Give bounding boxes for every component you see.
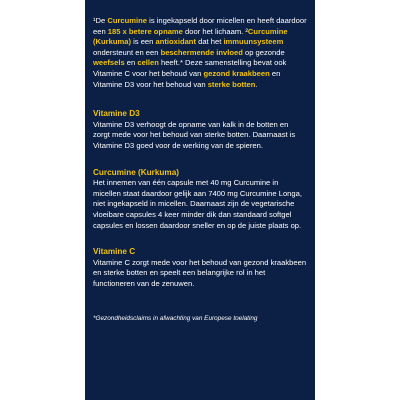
section-body: Vitamine C zorgt mede voor het behoud van gezond kraakbeen en sterke botten en speelt een belangrijke rol in het functioneren van de zenuwen. — [93, 257, 307, 288]
highlight-absorption: 185 x betere opname — [107, 26, 183, 36]
highlight-immune-system: immuunsysteem — [223, 37, 284, 47]
highlight-protective-influence: beschermende invloed — [160, 47, 243, 57]
highlight-tissues: weefsels — [93, 58, 125, 68]
highlight-cartilage: gezond kraakbeen — [203, 68, 270, 78]
intro-text-8: en — [124, 58, 138, 68]
section-body: Vitamine D3 verhoogt de opname van kalk in de botten en zorgt mede voor het behoud van sterke botten. Daarnaast is Vitamine D3 goed voor de werking van de spieren. — [93, 119, 296, 150]
intro-text-7: op gezonde — [242, 47, 285, 57]
intro-text-5: dat het — [195, 37, 224, 47]
section-body: Het innemen van één capsule met 40 mg Curcumine in micellen staat daardoor gelijk aan 7400 mg Curcumine Longa, niet ingekapseld in micellen. Daarnaast zijn de vegetarische vloeibare capsules 4 keer minder dik dan standaard softgel capsules en lossen daardoor sneller en op de juiste plaats op. — [93, 178, 302, 230]
section-vitamine-c — [93, 247, 307, 289]
intro-text-3: door het lichaam. ² — [182, 26, 248, 36]
intro-text-10: en Vitamine D3 voor het behoud van — [93, 68, 281, 89]
section-vitamine-d3 — [93, 109, 307, 151]
intro-text-1: ¹De — [93, 16, 108, 25]
intro-text-4: is een — [130, 37, 156, 47]
spacer — [93, 152, 307, 168]
product-info-panel — [85, 0, 315, 400]
highlight-antioxidant: antioxidant — [155, 37, 196, 47]
intro-paragraph — [93, 16, 307, 90]
intro-text-9: heeft.* Deze samenstelling bevat ook Vitamine C voor het behoud van — [93, 58, 287, 78]
highlight-strong-bones: sterke botten — [207, 79, 256, 89]
intro-text-6: ondersteunt en een — [93, 47, 161, 57]
section-title: Vitamine D3 — [93, 109, 140, 119]
health-claims-footnote: *Gezondheidsclaims in afwachting van Europese toelating — [93, 315, 258, 323]
intro-text-2: is ingekapseld door micellen en heeft daardoor een — [93, 16, 307, 36]
section-title: Curcumine (Kurkuma) — [93, 167, 179, 177]
section-title: Vitamine C — [93, 247, 136, 257]
intro-text-11: . — [255, 79, 258, 89]
highlight-curcumine-kurkuma: Curcumine (Kurkuma) — [93, 26, 288, 47]
spacer — [93, 90, 307, 109]
highlight-cells: cellen — [137, 58, 159, 68]
spacer — [93, 231, 307, 247]
highlight-curcumine: Curcumine — [107, 16, 148, 25]
section-curcumine — [93, 168, 307, 232]
